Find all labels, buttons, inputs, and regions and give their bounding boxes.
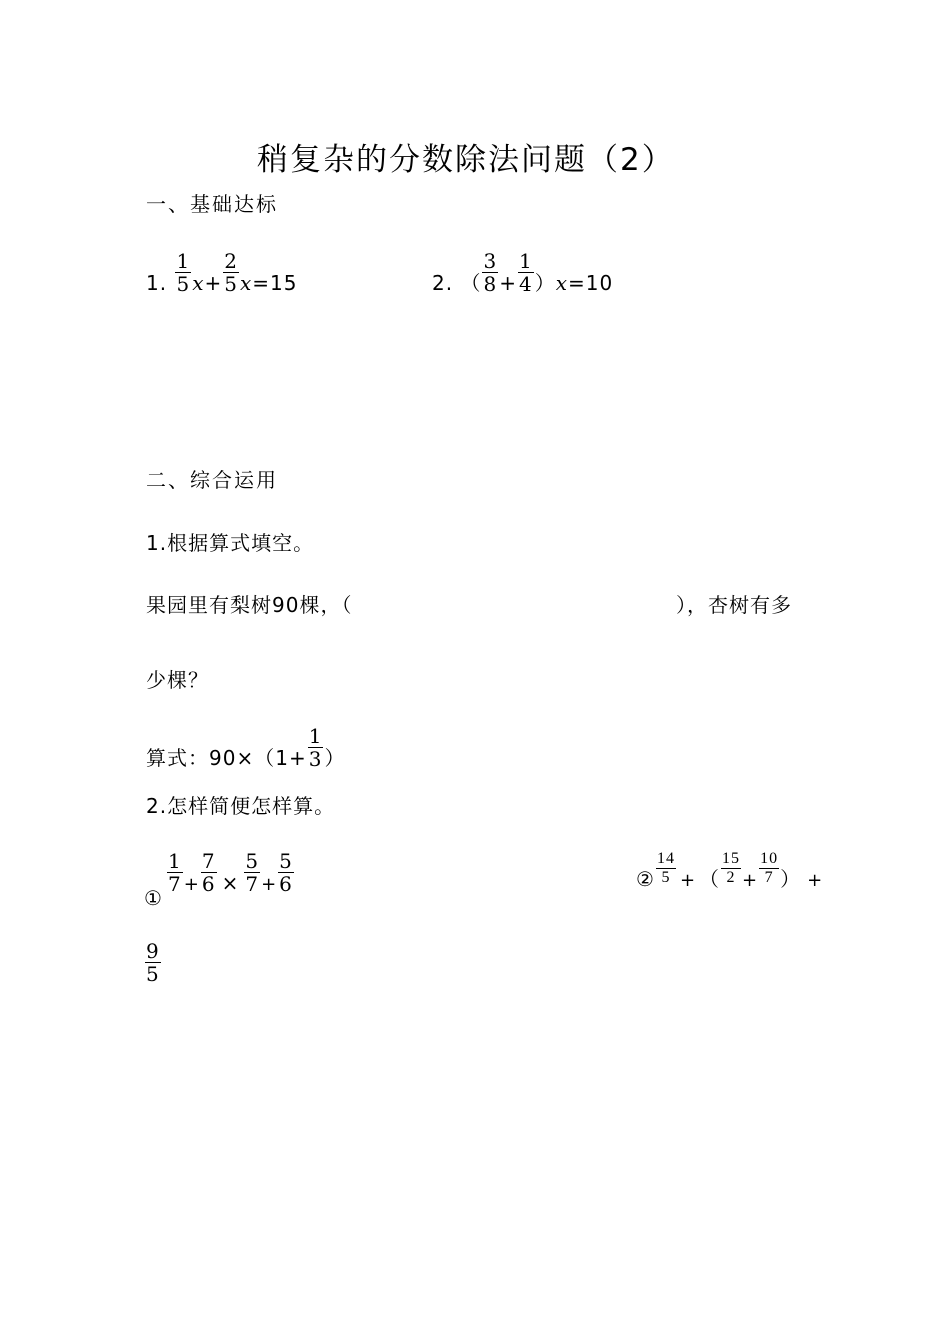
- denominator: 5: [224, 272, 238, 296]
- question-number: 2.: [432, 271, 454, 295]
- fraction: [656, 850, 676, 887]
- expression-1-tail: [144, 939, 162, 997]
- denominator: 3: [308, 747, 323, 771]
- numerator: 9: [146, 939, 160, 963]
- section-heading-applied: 二、综合运用: [146, 468, 278, 492]
- denominator: 6: [279, 872, 293, 896]
- plus-sign: +: [204, 271, 223, 295]
- fraction: [145, 940, 161, 985]
- numerator: 5: [279, 849, 293, 873]
- numerator: 5: [245, 849, 260, 873]
- fraction: [223, 250, 239, 295]
- fraction: [759, 850, 779, 887]
- right-paren: ）: [534, 271, 556, 295]
- denominator: 5: [176, 272, 191, 296]
- denominator: 5: [146, 962, 160, 986]
- numerator: 1: [176, 249, 191, 273]
- fraction: [482, 250, 498, 295]
- denominator: 7: [168, 872, 182, 896]
- problem-text-right: ），杏树有多: [676, 593, 792, 617]
- formula-line: [146, 724, 346, 782]
- variable: x: [239, 271, 253, 295]
- numerator: 1: [518, 249, 533, 273]
- fraction: [167, 850, 183, 895]
- numerator: 7: [201, 849, 216, 873]
- fraction: [278, 850, 294, 895]
- fraction: [244, 850, 260, 895]
- equation-1: [146, 249, 298, 307]
- left-paren: （: [699, 867, 721, 891]
- numerator: 3: [483, 249, 498, 273]
- section-heading-basic: 一、基础达标: [146, 192, 278, 216]
- question-title-1: 1.根据算式填空。: [146, 531, 315, 555]
- plus-sign: +: [499, 271, 517, 295]
- denominator: 6: [201, 872, 216, 896]
- numerator: 15: [722, 850, 741, 867]
- plus-sign: +: [183, 874, 200, 895]
- question-number: 1.: [146, 271, 168, 295]
- formula-one-plus: 1+: [275, 746, 307, 770]
- denominator: 8: [483, 272, 498, 296]
- plus-sign: +: [261, 874, 278, 895]
- expression-1: [166, 849, 295, 907]
- times-sign: ×: [221, 871, 240, 895]
- fraction: [518, 250, 534, 295]
- problem-text-left: 果园里有梨树90棵，（: [146, 593, 353, 617]
- equation-rhs: =15: [252, 271, 298, 295]
- plus-sign: +: [807, 870, 824, 891]
- numerator: 10: [760, 850, 779, 867]
- fraction: [201, 850, 217, 895]
- left-paren: （: [460, 271, 482, 295]
- plus-sign: +: [742, 870, 759, 891]
- expression-2: [636, 850, 824, 899]
- denominator: 7: [764, 869, 774, 886]
- expression-marker-2: ②: [636, 867, 655, 891]
- variable: x: [555, 271, 568, 295]
- page-title: 稍复杂的分数除法问题（2）: [257, 142, 675, 178]
- numerator: 14: [656, 850, 675, 867]
- numerator: 1: [168, 849, 182, 873]
- fraction: [175, 250, 191, 295]
- denominator: 7: [245, 872, 260, 896]
- right-paren: ）: [780, 867, 802, 891]
- problem-text-continued: 少棵？: [146, 668, 209, 692]
- denominator: 5: [661, 869, 671, 886]
- formula-prefix: 算式：90×（: [146, 746, 276, 770]
- formula-suffix: ）: [324, 746, 346, 770]
- plus-sign: +: [679, 870, 697, 891]
- denominator: 4: [518, 272, 533, 296]
- numerator: 1: [308, 724, 323, 748]
- equation-rhs: =10: [567, 271, 614, 295]
- equation-2: [432, 249, 614, 307]
- variable: x: [192, 271, 205, 295]
- numerator: 2: [224, 249, 238, 273]
- fraction: [721, 850, 741, 887]
- question-title-2: 2.怎样简便怎样算。: [146, 794, 336, 818]
- expression-marker-1: ①: [144, 886, 163, 910]
- denominator: 2: [726, 869, 736, 886]
- fraction: [308, 725, 324, 770]
